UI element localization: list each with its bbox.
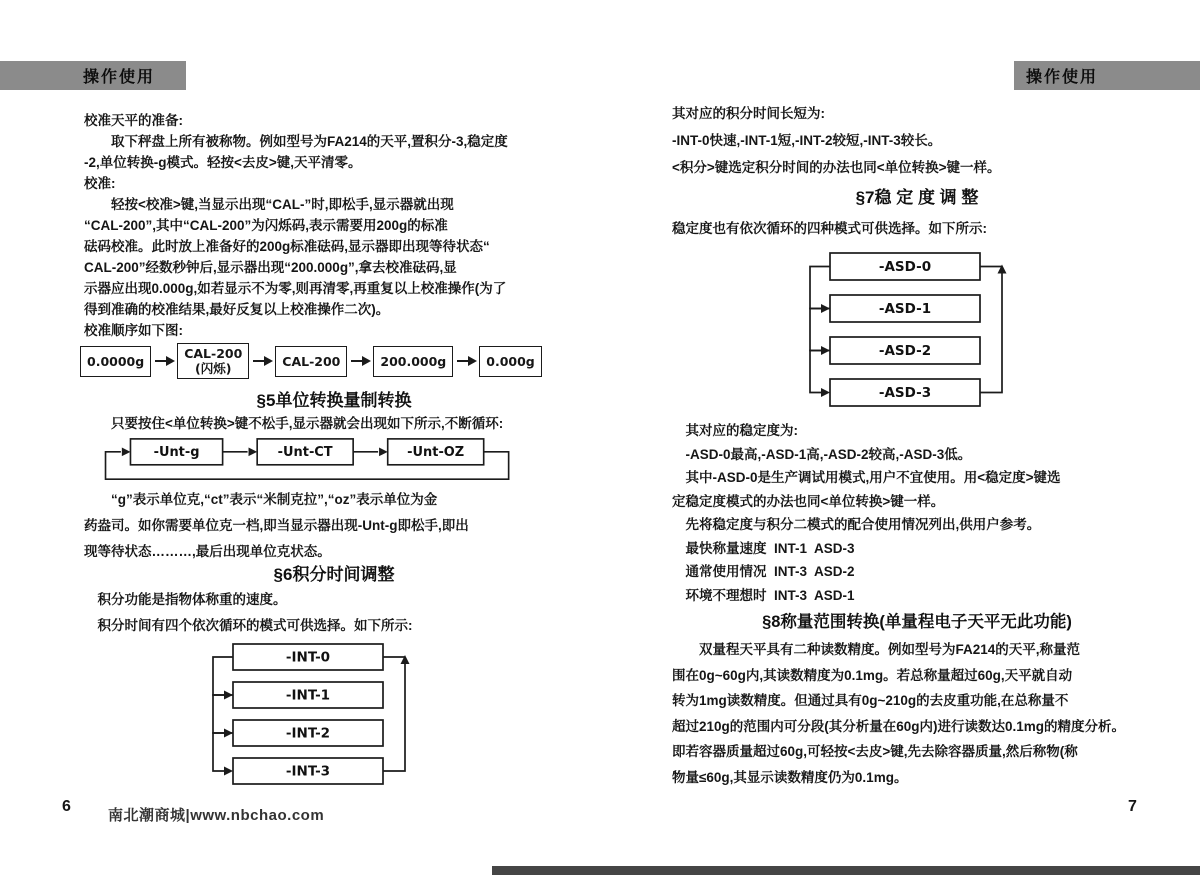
text-line: -ASD-0最高,-ASD-1高,-ASD-2较高,-ASD-3低。 bbox=[672, 446, 972, 462]
text-line: 超过210g的范围内可分段(其分析量在60g内)进行读数达0.1mg的精度分析。 bbox=[672, 718, 1126, 734]
section-5-intro: 只要按住<单位转换>键不松手,显示器就会出现如下所示,不断循环: bbox=[84, 416, 504, 431]
section-8-paragraph bbox=[672, 637, 1172, 790]
flow-box-cal-blink bbox=[177, 343, 249, 379]
text-line: 积分时间有四个依次循环的模式可供选择。如下所示: bbox=[84, 618, 413, 633]
section-5-title: §5单位转换量制转换 bbox=[256, 391, 412, 410]
unit-cycle-diagram bbox=[94, 434, 524, 486]
section-8-title: §8称量范围转换(单量程电子天平无此功能) bbox=[762, 613, 1072, 631]
calibration-prep-heading: 校准天平的准备: bbox=[84, 113, 183, 128]
flow-box-label: 200.000g bbox=[380, 353, 447, 369]
flow-box-label: CAL-200 bbox=[282, 353, 341, 369]
text-line: 通常使用情况 INT-3 ASD-2 bbox=[672, 564, 855, 579]
text-line: 环境不理想时 INT-3 ASD-1 bbox=[672, 587, 855, 603]
arrow-right-icon bbox=[351, 360, 369, 362]
text-line: “g”表示单位克,“ct”表示“米制克拉”,“oz”表示单位为金 bbox=[84, 492, 438, 507]
text-line: 双量程天平具有二种读数精度。例如型号为FA214的天平,称量范 bbox=[672, 642, 1081, 657]
flow-box-label: -INT-0 bbox=[285, 649, 331, 666]
text-line: 轻按<校准>键,当显示出现“CAL-”时,即松手,显示器就出现 bbox=[84, 197, 454, 212]
text-line: 现等待状态………,最后出现单位克状态。 bbox=[84, 544, 331, 559]
text-line: 即若容器质量超过60g,可轻按<去皮>键,先去除容器质量,然后称物(称 bbox=[672, 744, 1078, 759]
section-7-title: §7稳 定 度 调 整 bbox=[855, 188, 979, 207]
arrow-head-icon bbox=[249, 448, 258, 457]
text-line: 取下秤盘上所有被称物。例如型号为FA214的天平,置积分-3,稳定度 bbox=[84, 134, 508, 149]
flow-box-label: -ASD-0 bbox=[878, 259, 932, 275]
connector-line bbox=[810, 351, 830, 393]
calibration-sequence-heading: 校准顺序如下图: bbox=[84, 323, 183, 338]
flow-box-zero bbox=[479, 346, 542, 377]
flow-box-label: -ASD-2 bbox=[878, 343, 932, 359]
text-line: 示器应出现0.000g,如若显示不为零,则再清零,再重复以上校准操作(为了 bbox=[84, 281, 507, 296]
arrow-right-icon bbox=[155, 360, 173, 362]
text-line: 其中-ASD-0是生产调试用模式,用户不宜使用。用<稳定度>键选 bbox=[672, 470, 1061, 485]
flow-box-label: -INT-3 bbox=[285, 763, 331, 780]
flow-box-label: 0.0000g bbox=[87, 353, 145, 369]
text-line: -2,单位转换-g模式。轻按<去皮>键,天平清零。 bbox=[84, 155, 362, 170]
page-number-right: 7 bbox=[1128, 798, 1137, 815]
section-5-paragraph bbox=[84, 487, 584, 565]
text-line: -INT-0快速,-INT-1短,-INT-2较短,-INT-3较长。 bbox=[672, 133, 942, 148]
text-line: 最快称量速度 INT-1 ASD-3 bbox=[672, 540, 855, 556]
connector-line bbox=[213, 657, 233, 695]
flow-box-initial bbox=[80, 346, 151, 377]
flow-box-label: (闪烁) bbox=[195, 361, 232, 376]
cycle-loop-line bbox=[980, 274, 1002, 393]
section-7-intro: 稳定度也有依次循环的四种模式可供选择。如下所示: bbox=[672, 221, 987, 236]
flow-box-label: -Unt-CT bbox=[277, 445, 333, 461]
integration-description bbox=[672, 100, 1167, 181]
text-line: 砝码校准。此时放上准备好的200g标准砝码,显示器即出现等待状态“ bbox=[84, 239, 490, 254]
arrow-head-icon bbox=[821, 388, 830, 397]
cycle-loop-line bbox=[383, 664, 405, 771]
header-label-left: 操作使用 bbox=[82, 69, 155, 86]
connector-line bbox=[810, 267, 830, 309]
text-line: 转为1mg读数精度。但通过具有0g~210g的去皮重功能,在总称量不 bbox=[672, 693, 1069, 708]
arrow-right-icon bbox=[253, 360, 271, 362]
connector-line bbox=[810, 309, 830, 351]
text-line: 先将稳定度与积分二模式的配合使用情况列出,供用户参考。 bbox=[672, 517, 1041, 532]
text-line: <积分>键选定积分时间的办法也同<单位转换>键一样。 bbox=[672, 160, 1001, 175]
arrow-head-icon bbox=[379, 448, 388, 457]
text-line: 其对应的稳定度为: bbox=[672, 423, 798, 438]
flow-box-label: -Unt-OZ bbox=[407, 445, 465, 461]
text-line: 围在0g~60g内,其读数精度为0.1mg。若总称量超过60g,天平就自动 bbox=[672, 667, 1073, 683]
flow-box-label: -ASD-1 bbox=[878, 301, 932, 317]
header-bar-left bbox=[0, 61, 186, 90]
text-line: 物量≤60g,其显示读数精度仍为0.1mg。 bbox=[672, 769, 908, 785]
calibration-paragraph bbox=[84, 194, 584, 320]
calibration-heading: 校准: bbox=[84, 176, 116, 191]
connector-line bbox=[213, 695, 233, 733]
left-intro-block bbox=[84, 110, 584, 341]
integration-cycle-diagram bbox=[198, 643, 420, 785]
calibration-flow-diagram bbox=[80, 343, 542, 379]
flow-box-label: -INT-1 bbox=[285, 687, 331, 704]
header-bar-right bbox=[1014, 61, 1200, 90]
text-line: “CAL-200”,其中“CAL-200”为闪烁码,表示需要用200g的标准 bbox=[84, 218, 448, 233]
text-line: 积分功能是指物体称重的速度。 bbox=[84, 592, 287, 607]
flow-box-label: -INT-2 bbox=[285, 725, 331, 742]
flow-box-label: -ASD-3 bbox=[878, 385, 932, 401]
flow-box-label: 0.000g bbox=[486, 353, 535, 369]
arrow-right-icon bbox=[457, 360, 475, 362]
header-label-right: 操作使用 bbox=[1025, 69, 1098, 86]
text-line: 药盎司。如你需要单位克一档,即当显示器出现-Unt-g即松手,即出 bbox=[84, 518, 469, 533]
calibration-prep-paragraph bbox=[84, 131, 584, 173]
watermark-footer: 南北潮商城|www.nbchao.com bbox=[108, 807, 325, 824]
arrow-head-icon bbox=[224, 767, 233, 776]
text-line: 其对应的积分时间长短为: bbox=[672, 106, 825, 121]
stability-description bbox=[672, 419, 1167, 607]
flow-box-weight bbox=[373, 346, 453, 377]
text-line: 定稳定度模式的办法也同<单位转换>键一样。 bbox=[672, 493, 945, 509]
stability-cycle-diagram bbox=[795, 252, 1017, 407]
text-line: CAL-200”经数秒钟后,显示器出现“200.000g”,拿去校准砝码,显 bbox=[84, 260, 457, 275]
arrow-head-icon bbox=[122, 448, 131, 457]
section-6-title: §6积分时间调整 bbox=[273, 565, 395, 584]
flow-box-label: -Unt-g bbox=[153, 445, 200, 461]
text-line: 得到准确的校准结果,最好反复以上校准操作二次)。 bbox=[84, 302, 390, 317]
scan-edge-artifact bbox=[492, 866, 1200, 875]
flow-box-cal bbox=[275, 346, 347, 377]
page-number-left: 6 bbox=[62, 798, 71, 815]
section-6-paragraph bbox=[84, 587, 584, 639]
connector-line bbox=[213, 733, 233, 771]
flow-box-label: CAL-200 bbox=[184, 346, 243, 361]
